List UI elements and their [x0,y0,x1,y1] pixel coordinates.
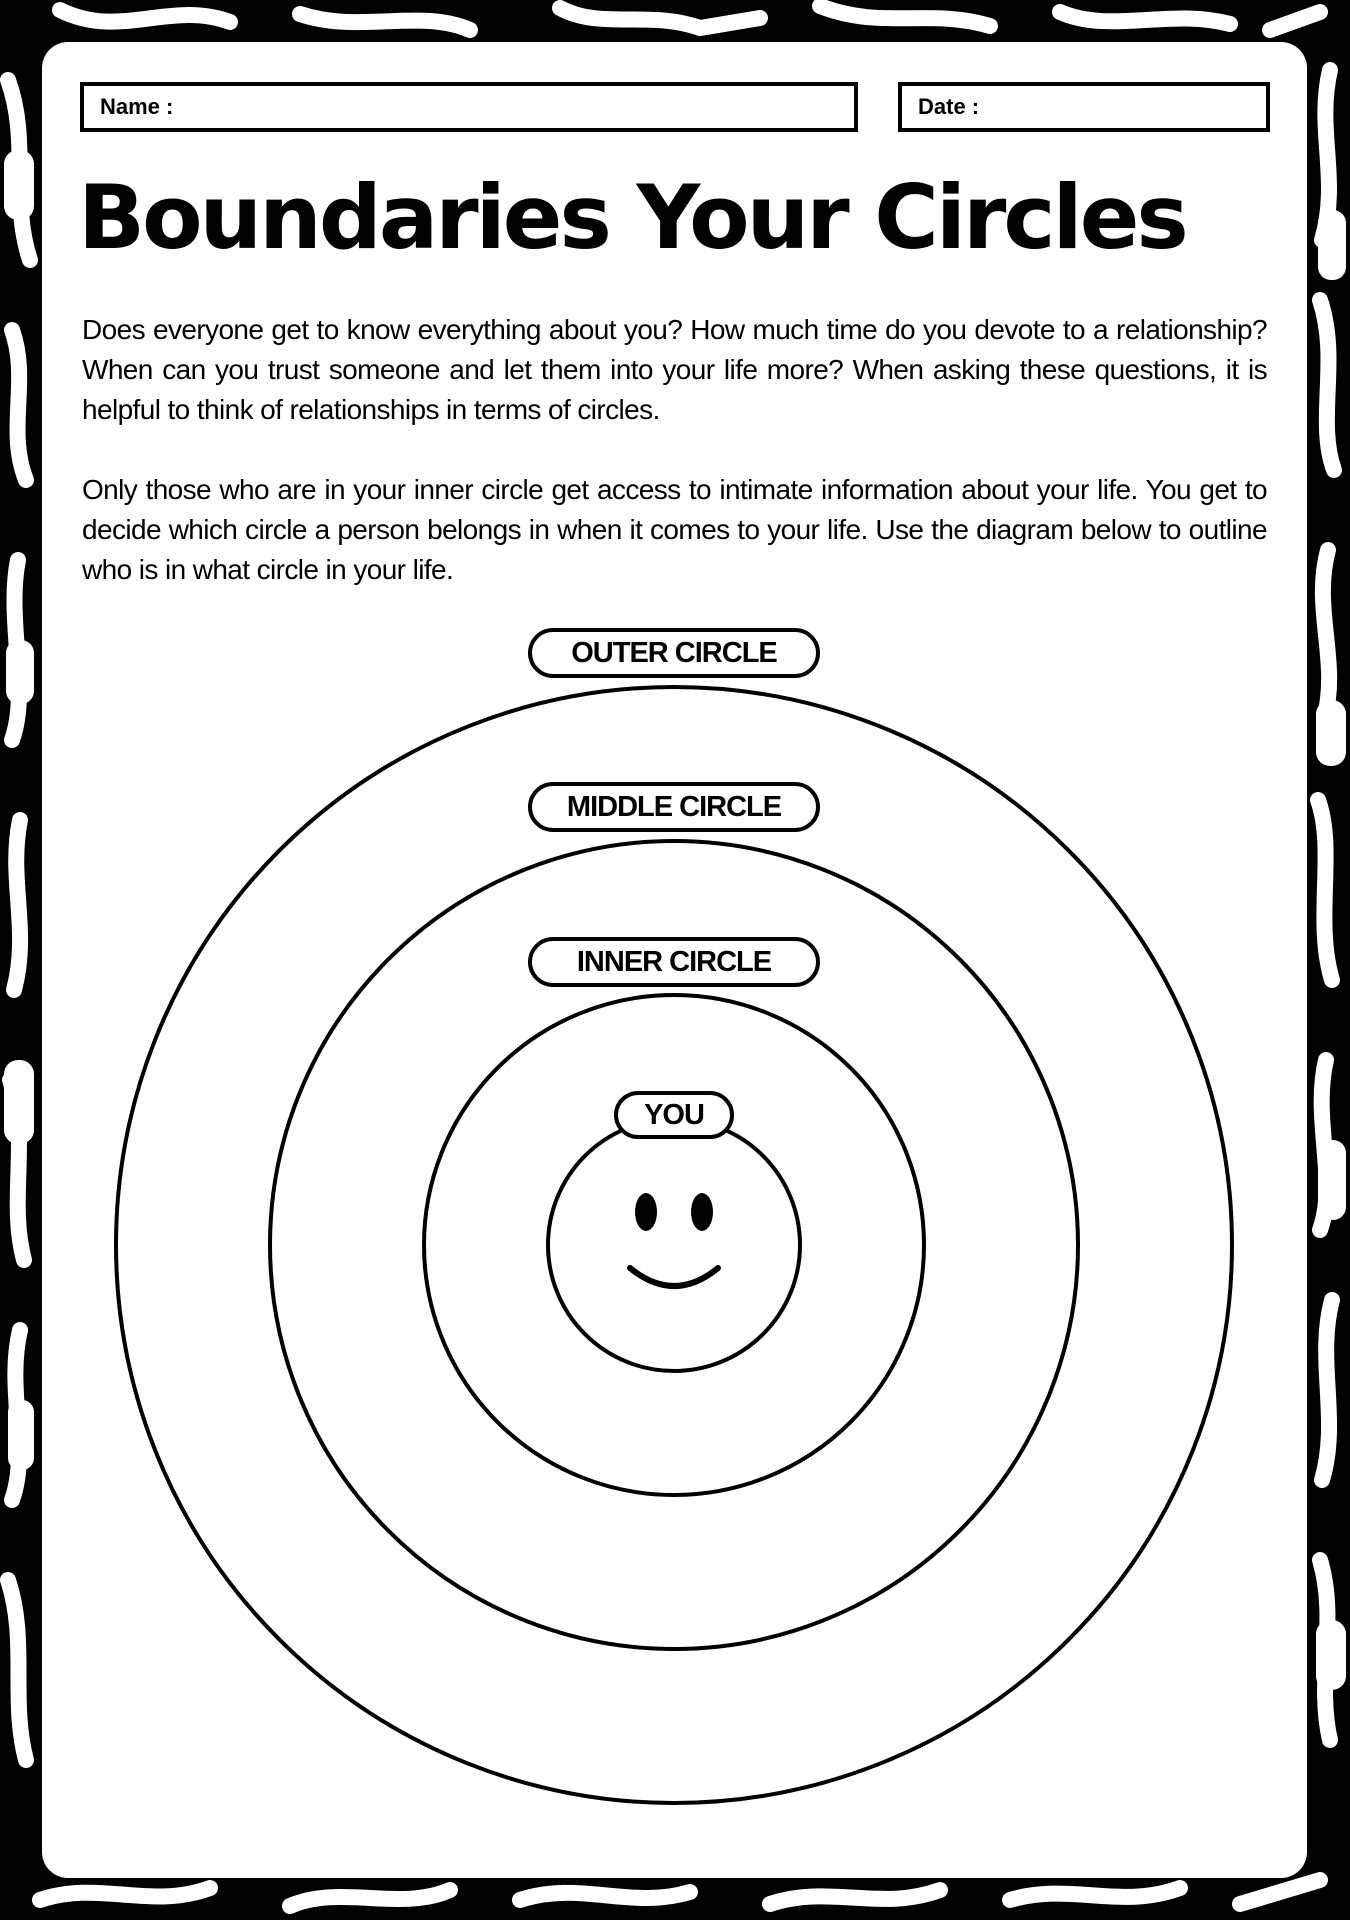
smiley-right-eye [691,1193,713,1231]
intro-paragraph-1: Does everyone get to know everything about you? How much time do you devote to a relationship? When can you trust someone and let them into your life more? When asking these questions, it is helpful to think of relationships in terms of circles. [82,314,1267,425]
smiley-left-eye [635,1193,657,1231]
name-field[interactable] [80,82,858,132]
date-field[interactable] [898,82,1270,132]
name-label: Name : [100,94,174,119]
you-circle [548,1119,800,1371]
inner-circle-label: INNER CIRCLE [528,937,820,987]
you-label: YOU [614,1091,734,1139]
inner-circle[interactable] [424,995,924,1495]
smiley-face-icon [630,1193,718,1286]
middle-circle-label: MIDDLE CIRCLE [528,782,820,832]
smiley-mouth [630,1268,718,1286]
page-title: Boundaries Your Circles [78,166,1186,269]
intro-paragraph-2: Only those who are in your inner circle get access to intimate information about your life. You get to decide which circle a person belongs in when it comes to your life. Use the diagram below to outline who is in what circle in your life. [82,474,1267,585]
worksheet-page [42,42,1307,1878]
outer-circle-label: OUTER CIRCLE [528,628,820,678]
date-label: Date : [918,94,980,119]
outer-circle[interactable] [116,687,1232,1803]
